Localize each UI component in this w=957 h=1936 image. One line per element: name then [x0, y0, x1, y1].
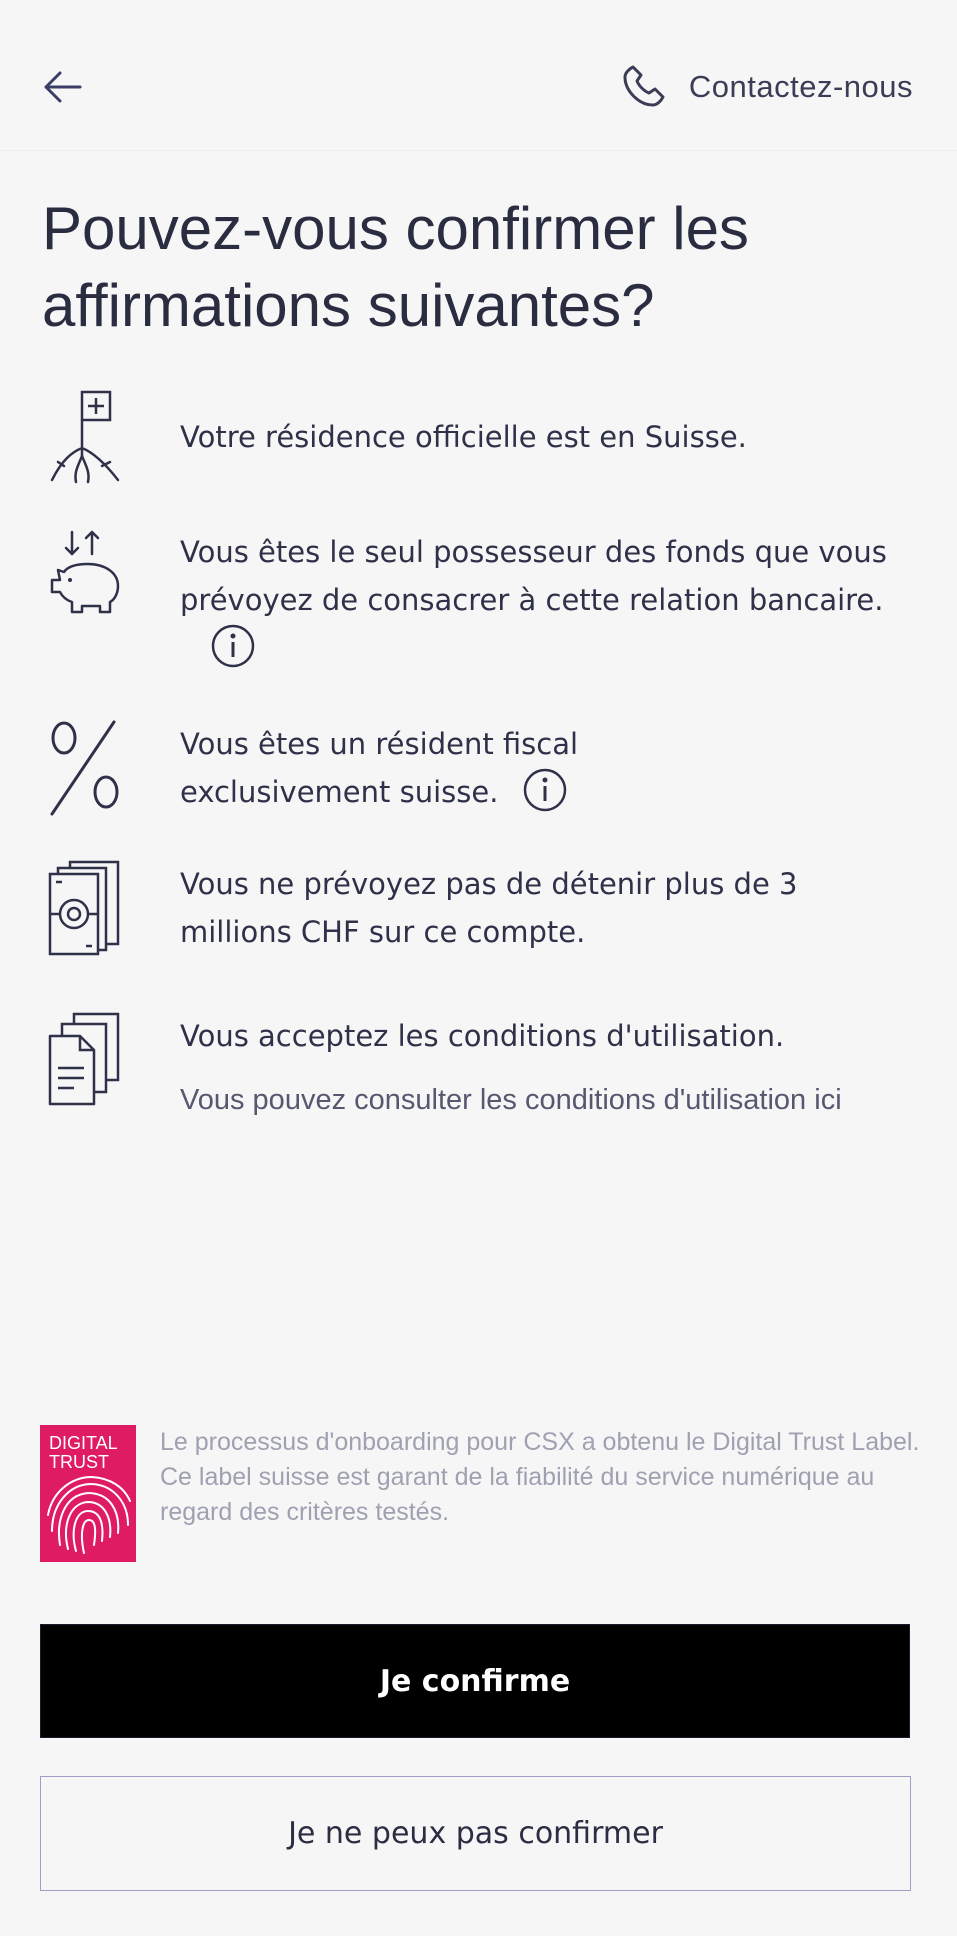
back-button[interactable] — [38, 62, 88, 112]
top-bar — [0, 0, 957, 151]
digital-trust-text: Le processus d'onboarding pour CSX a obtenu le Digital Trust Label. Ce label suisse est garant de la fiabilité du service numérique au regard des critères testés. — [160, 1428, 920, 1526]
percent-icon — [48, 720, 124, 816]
info-icon — [210, 623, 256, 669]
contact-us-button[interactable] — [619, 62, 913, 112]
info-button[interactable] — [522, 767, 568, 813]
digital-trust-logo-text: DIGITAL TRUST — [49, 1433, 118, 1472]
statement-text: Votre résidence officielle est en Suisse. — [180, 420, 747, 454]
swiss-flag-roots-icon — [48, 390, 124, 486]
terms-link[interactable]: ici — [814, 1084, 842, 1116]
statement-text — [180, 720, 680, 817]
statement-text: Vous ne prévoyez pas de détenir plus de 3 millions CHF sur ce compte. — [180, 867, 798, 949]
statement-text: Vous acceptez les conditions d'utilisation. — [180, 1019, 785, 1053]
info-button[interactable] — [210, 623, 256, 669]
piggy-bank-arrows-icon — [48, 528, 124, 624]
statement-text — [180, 528, 920, 673]
terms-subtext-label: Vous pouvez consulter les conditions d'utilisation — [180, 1084, 807, 1116]
info-icon — [522, 767, 568, 813]
digital-trust-logo — [40, 1425, 136, 1562]
arrow-left-icon — [38, 62, 88, 112]
fingerprint-icon — [40, 1425, 136, 1562]
banknotes-icon — [48, 860, 124, 956]
page-title: Pouvez-vous confirmer les affirmations suivantes? — [42, 195, 749, 339]
statement-sole-owner-text: Vous êtes le seul possesseur des fonds que vous prévoyez de consacrer à cette relation bancaire. — [180, 535, 887, 617]
cannot-confirm-button[interactable]: Je ne peux pas confirmer — [40, 1776, 911, 1891]
phone-icon — [619, 63, 667, 111]
confirm-button[interactable]: Je confirme — [40, 1624, 910, 1738]
statement-tax-text: Vous êtes un résident fiscal exclusivement suisse. — [180, 727, 579, 809]
documents-icon — [48, 1012, 124, 1108]
contact-us-label: Contactez-nous — [688, 69, 913, 104]
terms-subtext — [180, 1080, 920, 1121]
